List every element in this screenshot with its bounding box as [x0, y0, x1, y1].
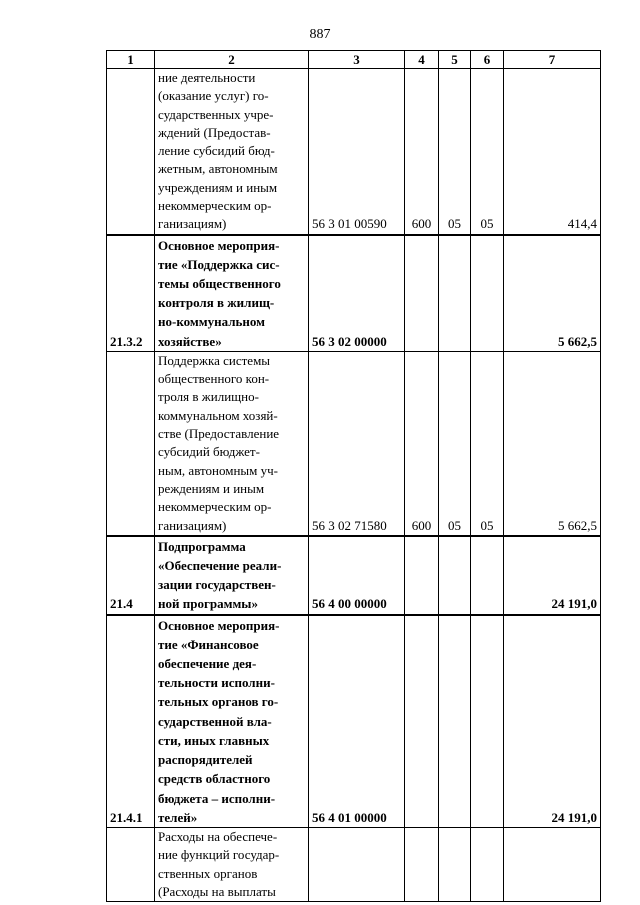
budget-table: [106, 50, 601, 902]
description-line: ным, автономным уч-: [158, 462, 278, 478]
description-line: Основное мероприя-: [158, 237, 280, 253]
subsection-code: 05: [471, 351, 504, 535]
description-line: некоммерческим ор-: [158, 198, 272, 214]
expense-type: [405, 615, 439, 828]
description-line: ганизациям): [158, 216, 227, 232]
description-line: (оказание услуг) го-: [158, 88, 269, 104]
description-line: зации государствен-: [158, 577, 276, 593]
table-row: [107, 351, 601, 535]
description-line: Основное мероприя-: [158, 617, 280, 633]
description-line: коммунальном хозяй-: [158, 407, 278, 423]
subsection-code: [471, 827, 504, 901]
table-row: [107, 69, 601, 235]
description-line: тие «Финансовое: [158, 636, 259, 652]
expense-type: [405, 235, 439, 352]
subsection-code: 05: [471, 69, 504, 235]
row-number: [107, 69, 155, 235]
description-line: контроля в жилищ-: [158, 295, 275, 311]
header-col-2: 2: [155, 51, 309, 69]
section-code: [439, 615, 471, 828]
description-line: троля в жилищно-: [158, 389, 259, 405]
header-col-3: 3: [309, 51, 405, 69]
description-line: сударственных учре-: [158, 106, 274, 122]
amount: 24 191,0: [504, 536, 601, 615]
table-row: [107, 536, 601, 615]
description-line: хозяйстве»: [158, 333, 222, 349]
header-col-6: 6: [471, 51, 504, 69]
description-line: ние деятельности: [158, 70, 256, 85]
target-code: 56 4 01 00000: [309, 615, 405, 828]
description-line: ление субсидий бюд-: [158, 143, 275, 159]
description-line: темы общественного: [158, 276, 281, 292]
expense-type: 600: [405, 69, 439, 235]
row-description: [155, 69, 309, 235]
target-code: 56 3 01 00590: [309, 69, 405, 235]
header-row: [107, 51, 601, 69]
row-description: [155, 827, 309, 901]
description-line: общественного кон-: [158, 371, 270, 387]
row-description: [155, 235, 309, 352]
description-line: тельных органов го-: [158, 694, 279, 710]
row-number: 21.3.2: [107, 235, 155, 352]
description-line: Поддержка системы: [158, 352, 271, 368]
subsection-code: [471, 235, 504, 352]
description-line: телей»: [158, 809, 198, 825]
expense-type: 600: [405, 351, 439, 535]
description-line: обеспечение дея-: [158, 656, 257, 672]
description-line: сударственной вла-: [158, 713, 272, 729]
description-line: некоммерческим ор-: [158, 499, 272, 515]
description-line: жетным, автономным: [158, 161, 278, 177]
description-line: стве (Предоставление: [158, 426, 280, 442]
description-line: ганизациям): [158, 517, 227, 533]
subsection-code: [471, 615, 504, 828]
description-line: бюджета – исполни-: [158, 790, 276, 806]
row-number: [107, 351, 155, 535]
description-line: тие «Поддержка сис-: [158, 256, 280, 272]
amount: 24 191,0: [504, 615, 601, 828]
amount: 5 662,5: [504, 351, 601, 535]
section-code: [439, 235, 471, 352]
header-col-5: 5: [439, 51, 471, 69]
target-code: 56 3 02 71580: [309, 351, 405, 535]
expense-type: [405, 827, 439, 901]
description-line: распорядителей: [158, 752, 253, 768]
description-line: ние функций государ-: [158, 847, 280, 863]
row-description: [155, 351, 309, 535]
description-line: Подпрограмма: [158, 538, 246, 554]
target-code: [309, 827, 405, 901]
row-number: [107, 827, 155, 901]
description-line: реждениям и иным: [158, 480, 265, 496]
subsection-code: [471, 536, 504, 615]
header-col-1: 1: [107, 51, 155, 69]
description-line: ственных органов: [158, 865, 258, 881]
description-line: учреждениям и иным: [158, 179, 278, 195]
amount: 414,4: [504, 69, 601, 235]
section-code: [439, 827, 471, 901]
description-line: субсидий бюджет-: [158, 444, 260, 460]
row-description: [155, 615, 309, 828]
table-row: [107, 827, 601, 901]
section-code: 05: [439, 69, 471, 235]
row-description: [155, 536, 309, 615]
header-col-4: 4: [405, 51, 439, 69]
description-line: средств областного: [158, 771, 271, 787]
amount: [504, 827, 601, 901]
target-code: 56 3 02 00000: [309, 235, 405, 352]
page-number: 887: [309, 27, 331, 42]
description-line: «Обеспечение реали-: [158, 558, 282, 574]
header-col-7: 7: [504, 51, 601, 69]
description-line: ной программы»: [158, 596, 258, 612]
target-code: 56 4 00 00000: [309, 536, 405, 615]
row-number: 21.4.1: [107, 615, 155, 828]
description-line: ждений (Предостав-: [158, 124, 271, 140]
description-line: (Расходы на выплаты: [158, 883, 276, 899]
description-line: но-коммунальном: [158, 314, 265, 330]
expense-type: [405, 536, 439, 615]
description-line: Расходы на обеспече-: [158, 828, 278, 844]
section-code: 05: [439, 351, 471, 535]
table-row: [107, 615, 601, 828]
description-line: сти, иных главных: [158, 732, 270, 748]
table-row: [107, 235, 601, 352]
row-number: 21.4: [107, 536, 155, 615]
amount: 5 662,5: [504, 235, 601, 352]
section-code: [439, 536, 471, 615]
description-line: тельности исполни-: [158, 675, 275, 691]
